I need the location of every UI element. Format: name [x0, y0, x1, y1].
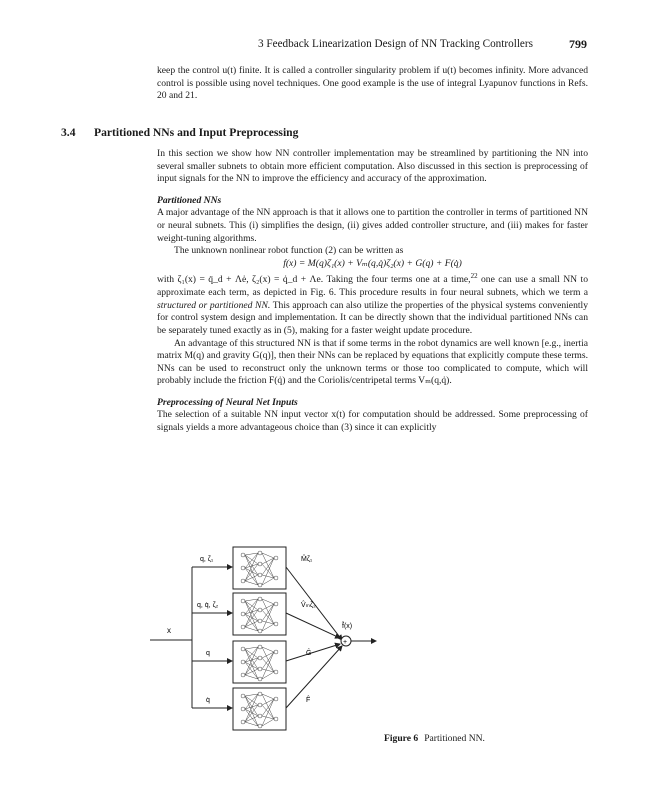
subnet-2-input-label: q, q̇, ζ₂ — [197, 602, 219, 609]
figure-caption — [384, 733, 485, 744]
partitioned-p4: An advantage of this structured NN is that if some terms in the robot dynamics are well known [e.g., inertia matrix M(q) and gravity G(q)], then their NNs can be replaced by equations that explicitly compute these terms. NNs can be used to reconstruct only the unknown terms or those too complicated to compute, which will probably include the friction F(q̇) and the Coriolis/centripetal terms Vₘ(q,q̇). — [157, 337, 588, 387]
output-label: f̂(x) — [342, 623, 353, 630]
partitioned-p1: A major advantage of the NN approach is that it allows one to partition the controller in terms of partitioned NN or neural subnets. This (i) simplifies the design, (ii) gives added controller structure, and (iii) makes for faster weight-tuning algorithms. — [157, 207, 588, 244]
intro-paragraph: keep the control u(t) finite. It is called a controller singularity problem if u(t) becomes infinity. More advanced control is possible using novel techniques. One good example is the use of integral Lyapunov functions in Refs. 20 and 21. — [157, 65, 588, 102]
equation: f(x) = M(q)ζ₁(x) + Vₘ(q,q̇)ζ₂(x) + G(q) + F(q̇) — [283, 257, 462, 269]
subnet-4 — [192, 646, 342, 730]
subnet-4-output-label: F̂ — [306, 697, 311, 704]
subnet-4-input-label: q̇ — [206, 697, 210, 704]
subnet-3-input-label: q — [206, 650, 210, 657]
section-number: 3.4 — [61, 126, 76, 139]
sum-symbol: + — [343, 639, 348, 646]
preprocessing-heading: Preprocessing of Neural Net Inputs — [157, 396, 298, 408]
subnet-3 — [192, 641, 340, 683]
partitioned-p2: The unknown nonlinear robot function (2) can be written as — [174, 245, 404, 257]
running-title: 3 Feedback Linearization Design of NN Tracking Controllers — [258, 38, 533, 50]
p3-part-c: This approach can also utilize the properties of the physical systems conveniently for control system design and implementation. It can be directly shown that the individual partitioned NNs can be separately tuned exactly as in (5), making for a faster weight update procedure. — [157, 299, 588, 336]
section-title: Partitioned NNs and Input Preprocessing — [94, 126, 299, 139]
p3-part-b: one can use a small NN to approximate each term, as depicted in Fig. 6. This procedure results in four neural subnets, which we term a — [157, 274, 588, 299]
input-label: x — [167, 626, 171, 635]
partitioned-heading: Partitioned NNs — [157, 194, 222, 206]
subnet-1-output-label: M̂ζ₁ — [301, 556, 313, 563]
section-intro: In this section we show how NN controller implementation may be streamlined by partitioning the NN into several smaller subnets to obtain more efficient computation. Also discussed in this section is preprocessing of input signals for the NN to improve the efficiency and accuracy of the approximation. — [157, 148, 588, 185]
caption-text: Partitioned NN. — [424, 733, 485, 744]
subnet-1-input-label: q, ζ₁ — [200, 556, 214, 563]
subnet-3-output-label: Ĝ — [306, 650, 312, 657]
preprocessing-p1: The selection of a suitable NN input vector x(t) for computation should be addressed. Some preprocessing of signals yields a more advantageous choice than (3) since it can explicitly — [157, 409, 588, 434]
p3-part-a: with ζ₁(x) = q̈_d + Λė, ζ₂(x) = q̇_d + Λe. Taking the four terms one at a time, — [157, 274, 471, 286]
p3-emphasis: structured or partitioned NN. — [157, 299, 271, 311]
subnet-2 — [192, 593, 340, 638]
page-number: 799 — [569, 37, 587, 51]
subnet-2-output-label: V̂ₘζ₂ — [301, 602, 316, 609]
caption-label: Figure 6 — [384, 733, 419, 744]
citation-ref: 22 — [470, 272, 478, 281]
